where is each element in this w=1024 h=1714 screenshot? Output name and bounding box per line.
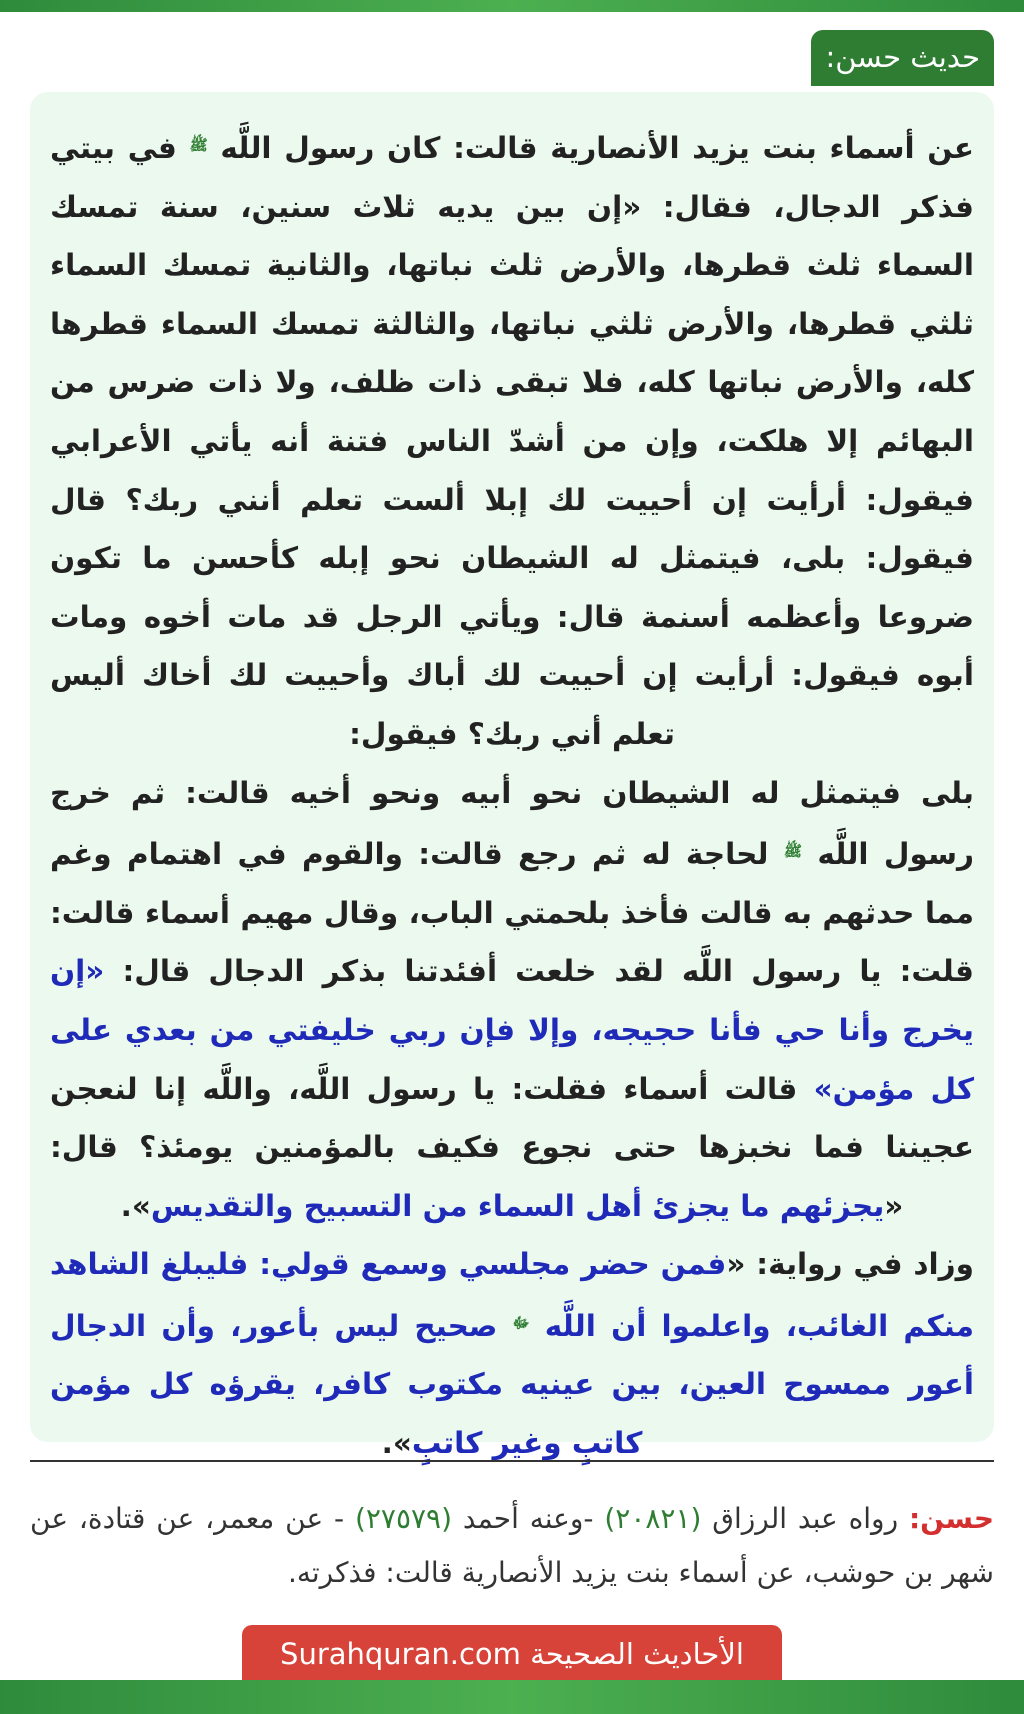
source-ref-abdulrazzaq: (٢٠٨٢١) [604,1502,702,1535]
hadith-p1-text-1: عن أسماء بنت يزيد الأنصارية قالت: كان رسول اللَّه [207,131,974,165]
source-takhrij [30,1492,994,1600]
prophet-quote-1: «إن يخرج وأنا حي فأنا حجيجه، وإلا فإن ربي خليفتي من بعدي على كل مؤمن» [50,954,975,1106]
prophet-quote-2: يجزئهم ما يجزئ أهل السماء من التسبيح والتقديس [150,1188,885,1223]
source-grade: حسن: [908,1502,995,1535]
source-text-1: رواه عبد الرزاق [701,1502,909,1535]
top-bar [0,0,1024,12]
jalla-jalaluhu-icon: ﷻ [512,1313,530,1332]
hadith-p3-text-2: ». [381,1426,412,1461]
hadith-paragraph-2 [50,764,974,1236]
bottom-bar [0,1680,1024,1714]
salawat-icon: ﷺ [189,136,208,154]
hadith-box [30,92,994,1461]
grade-label: حديث حسن: [811,30,994,86]
salawat-icon: ﷺ [783,842,803,861]
hadith-p3-text-1: وزاد في رواية: « [726,1247,974,1282]
source-text-2: -وعنه أحمد [452,1502,605,1535]
hadith-p2-text-4: ». [120,1188,151,1223]
prophet-quote-3b: صحيح ليس بأعور، وأن الدجال أعور ممسوح العين، بين عينيه مكتوب كافر، يقرؤه كل مؤمن كاتبٍ وغير كاتبٍ [50,1308,974,1461]
hadith-text [50,116,974,1473]
hadith-p2-text-1: بلى فيتمثل له الشيطان نحو أبيه ونحو أخيه قالت: ثم خرج رسول اللَّه [50,775,975,872]
source-ref-ahmad: (٢٧٥٧٩) [354,1502,453,1535]
brand-label: الأحاديث الصحيحة Surahquran.com [242,1625,782,1683]
prophet-quote-3a: فمن حضر مجلسي وسمع قولي: فليبلغ الشاهد منكم الغائب، واعلموا أن اللَّه [50,1247,974,1343]
hadith-paragraph-3 [50,1235,974,1472]
hadith-p1-text-2: في بيتي فذكر الدجال، فقال: «إن بين يديه ثلاث سنين، سنة تمسك السماء ثلث قطرها، والأرض ثلث نباتها، والثانية تمسك السماء ثلثي قطرها، والأرض ثلثي نباتها، والثالثة تمسك السماء قطرها كله، والأرض نباتها كله، فلا تبقى ذات ظلف، ولا ذات ضرس من البهائم إلا هلكت، وإن من أشدّ الناس فتنة أنه يأتي الأعرابي فيقول: أرأيت إن أحييت لك إبلا ألست تعلم أنني ربك؟ قال فيقول: بلى، فيتمثل له الشيطان نحو إبله كأحسن ما تكون ضروعا وأعظمه أسنمة قال: ويأتي الرجل قد مات أخوه ومات أبوه فيقول: أرأيت إن أحييت لك أباك وأحييت لك أخاك أليس تعلم أني ربك؟ فيقول: [50,131,974,751]
source-text-3: - عن معمر، عن قتادة، عن شهر بن حوشب، عن أسماء بنت يزيد الأنصارية قالت: فذكرته. [30,1502,994,1589]
hadith-paragraph-1 [50,116,974,764]
hadith-p2-text-3: قالت أسماء فقلت: يا رسول اللَّه، واللَّه إنا لنعجن عجيننا فما نخبزها حتى نجوع فكيف بالمؤمنين يومئذ؟ قال: « [50,1071,974,1223]
divider [30,1460,994,1462]
hadith-p2-text-2: لحاجة له ثم رجع قالت: والقوم في اهتمام وغم مما حدثهم به قالت فأخذ بلحمتي الباب، وقال مهيم أسماء قالت: قلت: يا رسول اللَّه لقد خلعت أفئدتنا بذكر الدجال قال: [50,837,974,989]
